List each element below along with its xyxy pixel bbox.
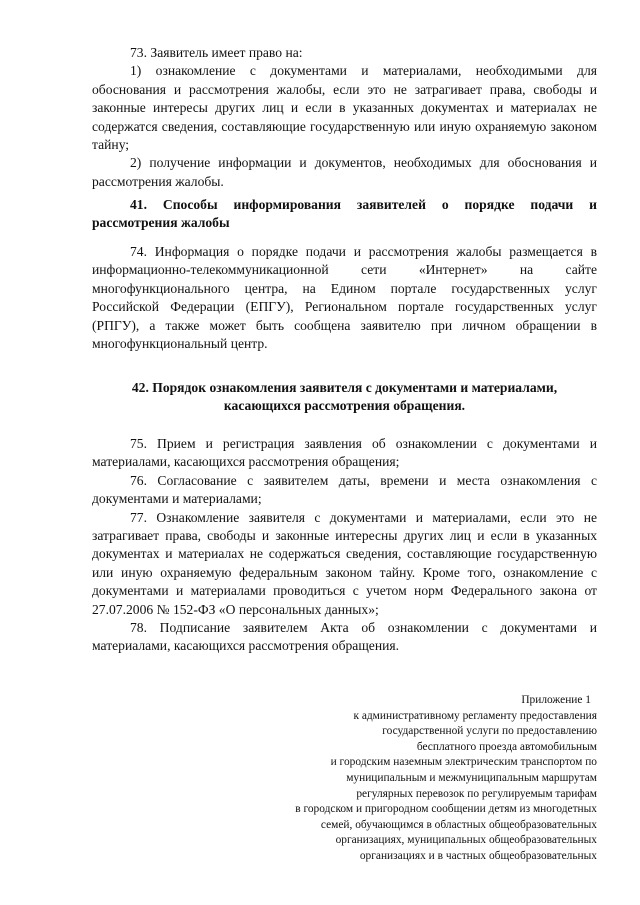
heading-42-line1: 42. Порядок ознакомления заявителя с документами и материалами, bbox=[131, 380, 558, 395]
section-42 bbox=[92, 379, 597, 416]
appendix-line: бесплатного проезда автомобильным bbox=[416, 740, 597, 753]
paragraph-74: 74. Информация о порядке подачи и рассмотрения жалобы размещается в информационно-телекоммуникационной сети «Интернет» на сайте многофункционального центра, на Едином портале государственных услуг Российской Федерации (ЕПГУ), Региональном портале государственных услуг (РПГУ), а также может быть сообщена заявителю при личном обращении в многофункциональный центр. bbox=[92, 244, 597, 352]
appendix-line: регулярных перевозок по регулируемым тарифам bbox=[356, 787, 597, 800]
appendix-title: Приложение 1 bbox=[521, 694, 591, 706]
section-73 bbox=[92, 44, 597, 191]
heading-42-line2: касающихся рассмотрения обращения. bbox=[223, 398, 466, 414]
paragraph-75: 75. Прием и регистрация заявления об ознакомлении с документами и материалами, касающихся рассмотрения обращения; bbox=[92, 436, 597, 470]
paragraph-76: 76. Согласование с заявителем даты, времени и места ознакомления с документами и материалами; bbox=[92, 472, 597, 507]
paragraph-77: 77. Ознакомление заявителя с документами и материалами, если это не затрагивает права, свободы и законные интересны других лиц и если в указанных документах и материалах не содержаться сведения, составляющие государственную или иную охраняемую федеральным законом тайну. Кроме того, ознакомление с документами и материалами проводиться с учетом норм Федерального закона от 27.07.2006 № 152-ФЗ «О персональных данных»; bbox=[92, 509, 597, 617]
appendix-line: семей, обучающимся в областных общеобразовательных bbox=[320, 818, 597, 831]
appendix-header bbox=[237, 693, 597, 865]
paragraph-73-item1: 1) ознакомление с документами и материалами, необходимыми для обоснования и рассмотрения жалобы, если это не затрагивает права, свободы и законные интересы других лиц и если в указанных документах и материалах не содержатся сведения, составляющие государственную или иную охраняемую законом тайну; bbox=[92, 63, 597, 153]
section-75-78 bbox=[92, 435, 597, 656]
appendix-line: организациях и в частных общеобразовательных bbox=[359, 849, 597, 862]
appendix-line: муниципальным и межмуниципальным маршрутам bbox=[346, 771, 597, 784]
appendix-line: и городским наземным электрическим транспортом по bbox=[330, 756, 597, 769]
paragraph-78: 78. Подписание заявителем Акта об ознакомлении с документами и материалами, касающихся рассмотрения обращения. bbox=[92, 620, 597, 654]
section-74 bbox=[92, 243, 597, 353]
section-41 bbox=[92, 196, 597, 233]
appendix-line: организациях, муниципальных общеобразовательных bbox=[335, 834, 597, 847]
paragraph-73-item2: 2) получение информации и документов, необходимых для обоснования и рассмотрения жалобы. bbox=[92, 155, 597, 189]
paragraph-73-intro: 73. Заявитель имеет право на: bbox=[130, 45, 303, 60]
appendix-line: государственной услуги по предоставлению bbox=[382, 725, 597, 738]
heading-41: 41. Способы информирования заявителей о порядке подачи и рассмотрения жалобы bbox=[92, 197, 597, 231]
appendix-line: в городском и пригородном сообщении детям из многодетных bbox=[295, 803, 597, 816]
appendix-line: к административному регламенту предоставления bbox=[353, 709, 597, 722]
